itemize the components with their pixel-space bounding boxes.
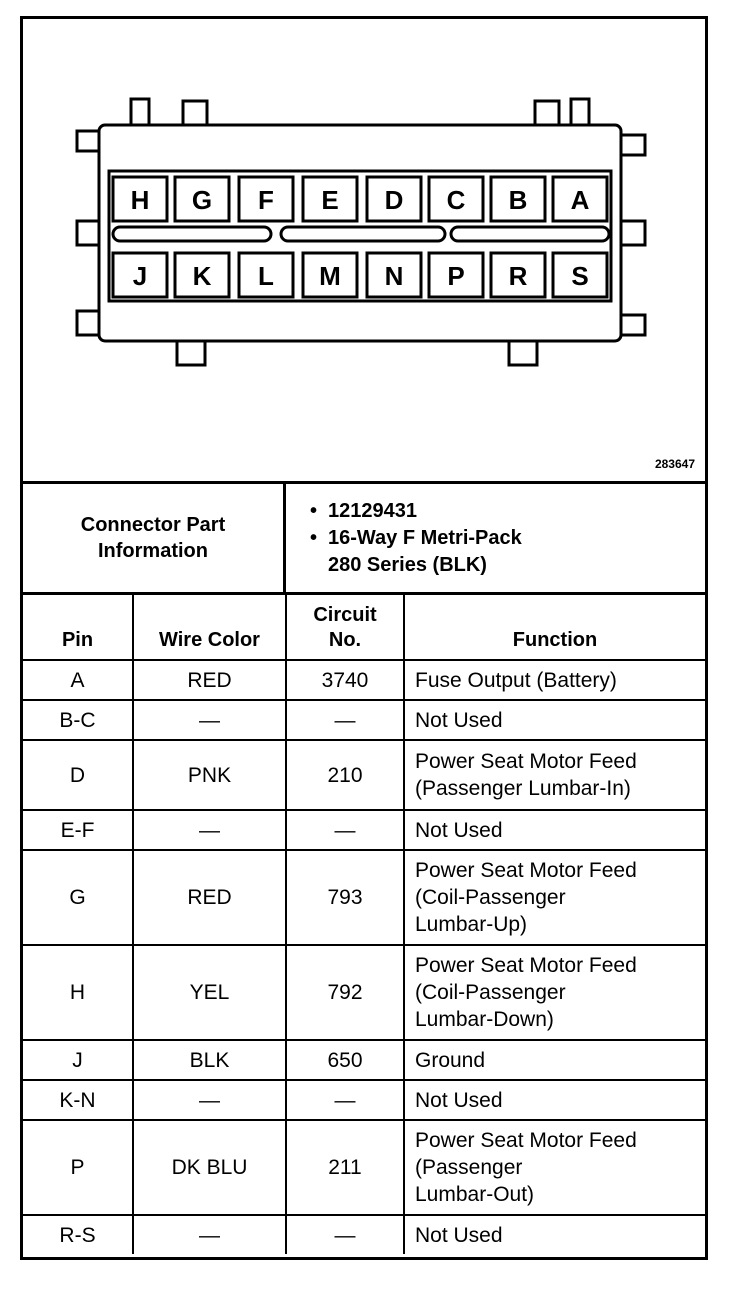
pin-cell: E-F (23, 810, 133, 850)
function-cell: Not Used (404, 700, 705, 740)
function-cell: Not Used (404, 1080, 705, 1120)
tab-top-left (183, 101, 207, 127)
wire-color-cell: BLK (133, 1040, 286, 1080)
connector-part-info-list (308, 498, 522, 579)
key-bar-3 (451, 227, 609, 241)
pin-label-j: J (132, 261, 148, 291)
wire-color-cell: — (133, 700, 286, 740)
connector-drawing (23, 19, 705, 481)
table-header-row (23, 595, 705, 660)
pin-cell: H (23, 945, 133, 1040)
pin-label-e: E (321, 185, 339, 215)
connector-figure (23, 19, 705, 484)
wire-color-cell: YEL (133, 945, 286, 1040)
pin-label-l: L (258, 261, 274, 291)
table-row (23, 740, 705, 810)
function-cell: Fuse Output (Battery) (404, 660, 705, 700)
figure-id: 283647 (654, 457, 695, 471)
table-row (23, 660, 705, 700)
header-pin: Pin (23, 595, 133, 660)
pin-label-g: G (191, 185, 213, 215)
function-cell: Power Seat Motor Feed (Passenger Lumbar-Out) (404, 1120, 705, 1215)
pin-cell: J (23, 1040, 133, 1080)
pin-label-b: B (508, 185, 528, 215)
pin-cell: P (23, 1120, 133, 1215)
pin-label-f: F (258, 185, 274, 215)
header-circuit-no: Circuit No. (286, 595, 404, 660)
connector-sheet (20, 16, 708, 1260)
table-row (23, 850, 705, 945)
pin-label-m: M (319, 261, 341, 291)
pin-cell: A (23, 660, 133, 700)
pin-cell: G (23, 850, 133, 945)
function-cell: Power Seat Motor Feed (Passenger Lumbar-In) (404, 740, 705, 810)
table-row (23, 1080, 705, 1120)
pin-cell: B-C (23, 700, 133, 740)
circuit-cell: — (286, 700, 404, 740)
tab-left-1 (77, 131, 101, 151)
pin-label-r: R (508, 261, 528, 291)
tab-left-3 (77, 311, 101, 335)
connector-part-info-label: Connector Part Information (23, 484, 286, 592)
wire-color-cell: RED (133, 850, 286, 945)
table-row (23, 1215, 705, 1254)
function-cell: Not Used (404, 1215, 705, 1254)
pin-label-n: N (384, 261, 404, 291)
header-wire-color: Wire Color (133, 595, 286, 660)
table-row (23, 1120, 705, 1215)
tab-bottom-right (509, 339, 537, 365)
pin-label-k: K (192, 261, 212, 291)
table-row (23, 1040, 705, 1080)
circuit-cell: — (286, 810, 404, 850)
key-bar-2 (281, 227, 445, 241)
pin-label-s: S (571, 261, 589, 291)
function-cell: Ground (404, 1040, 705, 1080)
table-row (23, 700, 705, 740)
tab-top-right (535, 101, 559, 127)
pin-label-a: A (570, 185, 590, 215)
wire-color-cell: DK BLU (133, 1120, 286, 1215)
tab-bottom-left (177, 339, 205, 365)
pin-cell: D (23, 740, 133, 810)
wire-color-cell: — (133, 1215, 286, 1254)
latch-right (571, 99, 589, 127)
key-bar-1 (113, 227, 271, 241)
tab-right-1 (621, 135, 645, 155)
pin-cell: R-S (23, 1215, 133, 1254)
pin-label-p: P (447, 261, 465, 291)
pinout-table (23, 595, 705, 1254)
circuit-cell: 793 (286, 850, 404, 945)
wire-color-cell: — (133, 1080, 286, 1120)
tab-left-2 (77, 221, 101, 245)
wire-color-cell: RED (133, 660, 286, 700)
function-cell: Power Seat Motor Feed (Coil-Passenger Lumbar-Down) (404, 945, 705, 1040)
part-number: • 12129431 (308, 498, 522, 525)
pin-label-h: H (130, 185, 150, 215)
tab-right-2 (621, 221, 645, 245)
pin-cell: K-N (23, 1080, 133, 1120)
function-cell: Not Used (404, 810, 705, 850)
pin-label-d: D (384, 185, 404, 215)
circuit-cell: 211 (286, 1120, 404, 1215)
table-row (23, 810, 705, 850)
header-function: Function (404, 595, 705, 660)
latch-left (131, 99, 149, 127)
wire-color-cell: PNK (133, 740, 286, 810)
circuit-cell: 210 (286, 740, 404, 810)
tab-right-3 (621, 315, 645, 335)
connector-part-info (23, 484, 705, 595)
circuit-cell: 650 (286, 1040, 404, 1080)
pin-label-c: C (446, 185, 466, 215)
circuit-cell: 3740 (286, 660, 404, 700)
connector-type: • 16-Way F Metri-Pack 280 Series (BLK) (308, 525, 522, 579)
wire-color-cell: — (133, 810, 286, 850)
circuit-cell: 792 (286, 945, 404, 1040)
table-row (23, 945, 705, 1040)
function-cell: Power Seat Motor Feed (Coil-Passenger Lumbar-Up) (404, 850, 705, 945)
circuit-cell: — (286, 1080, 404, 1120)
circuit-cell: — (286, 1215, 404, 1254)
